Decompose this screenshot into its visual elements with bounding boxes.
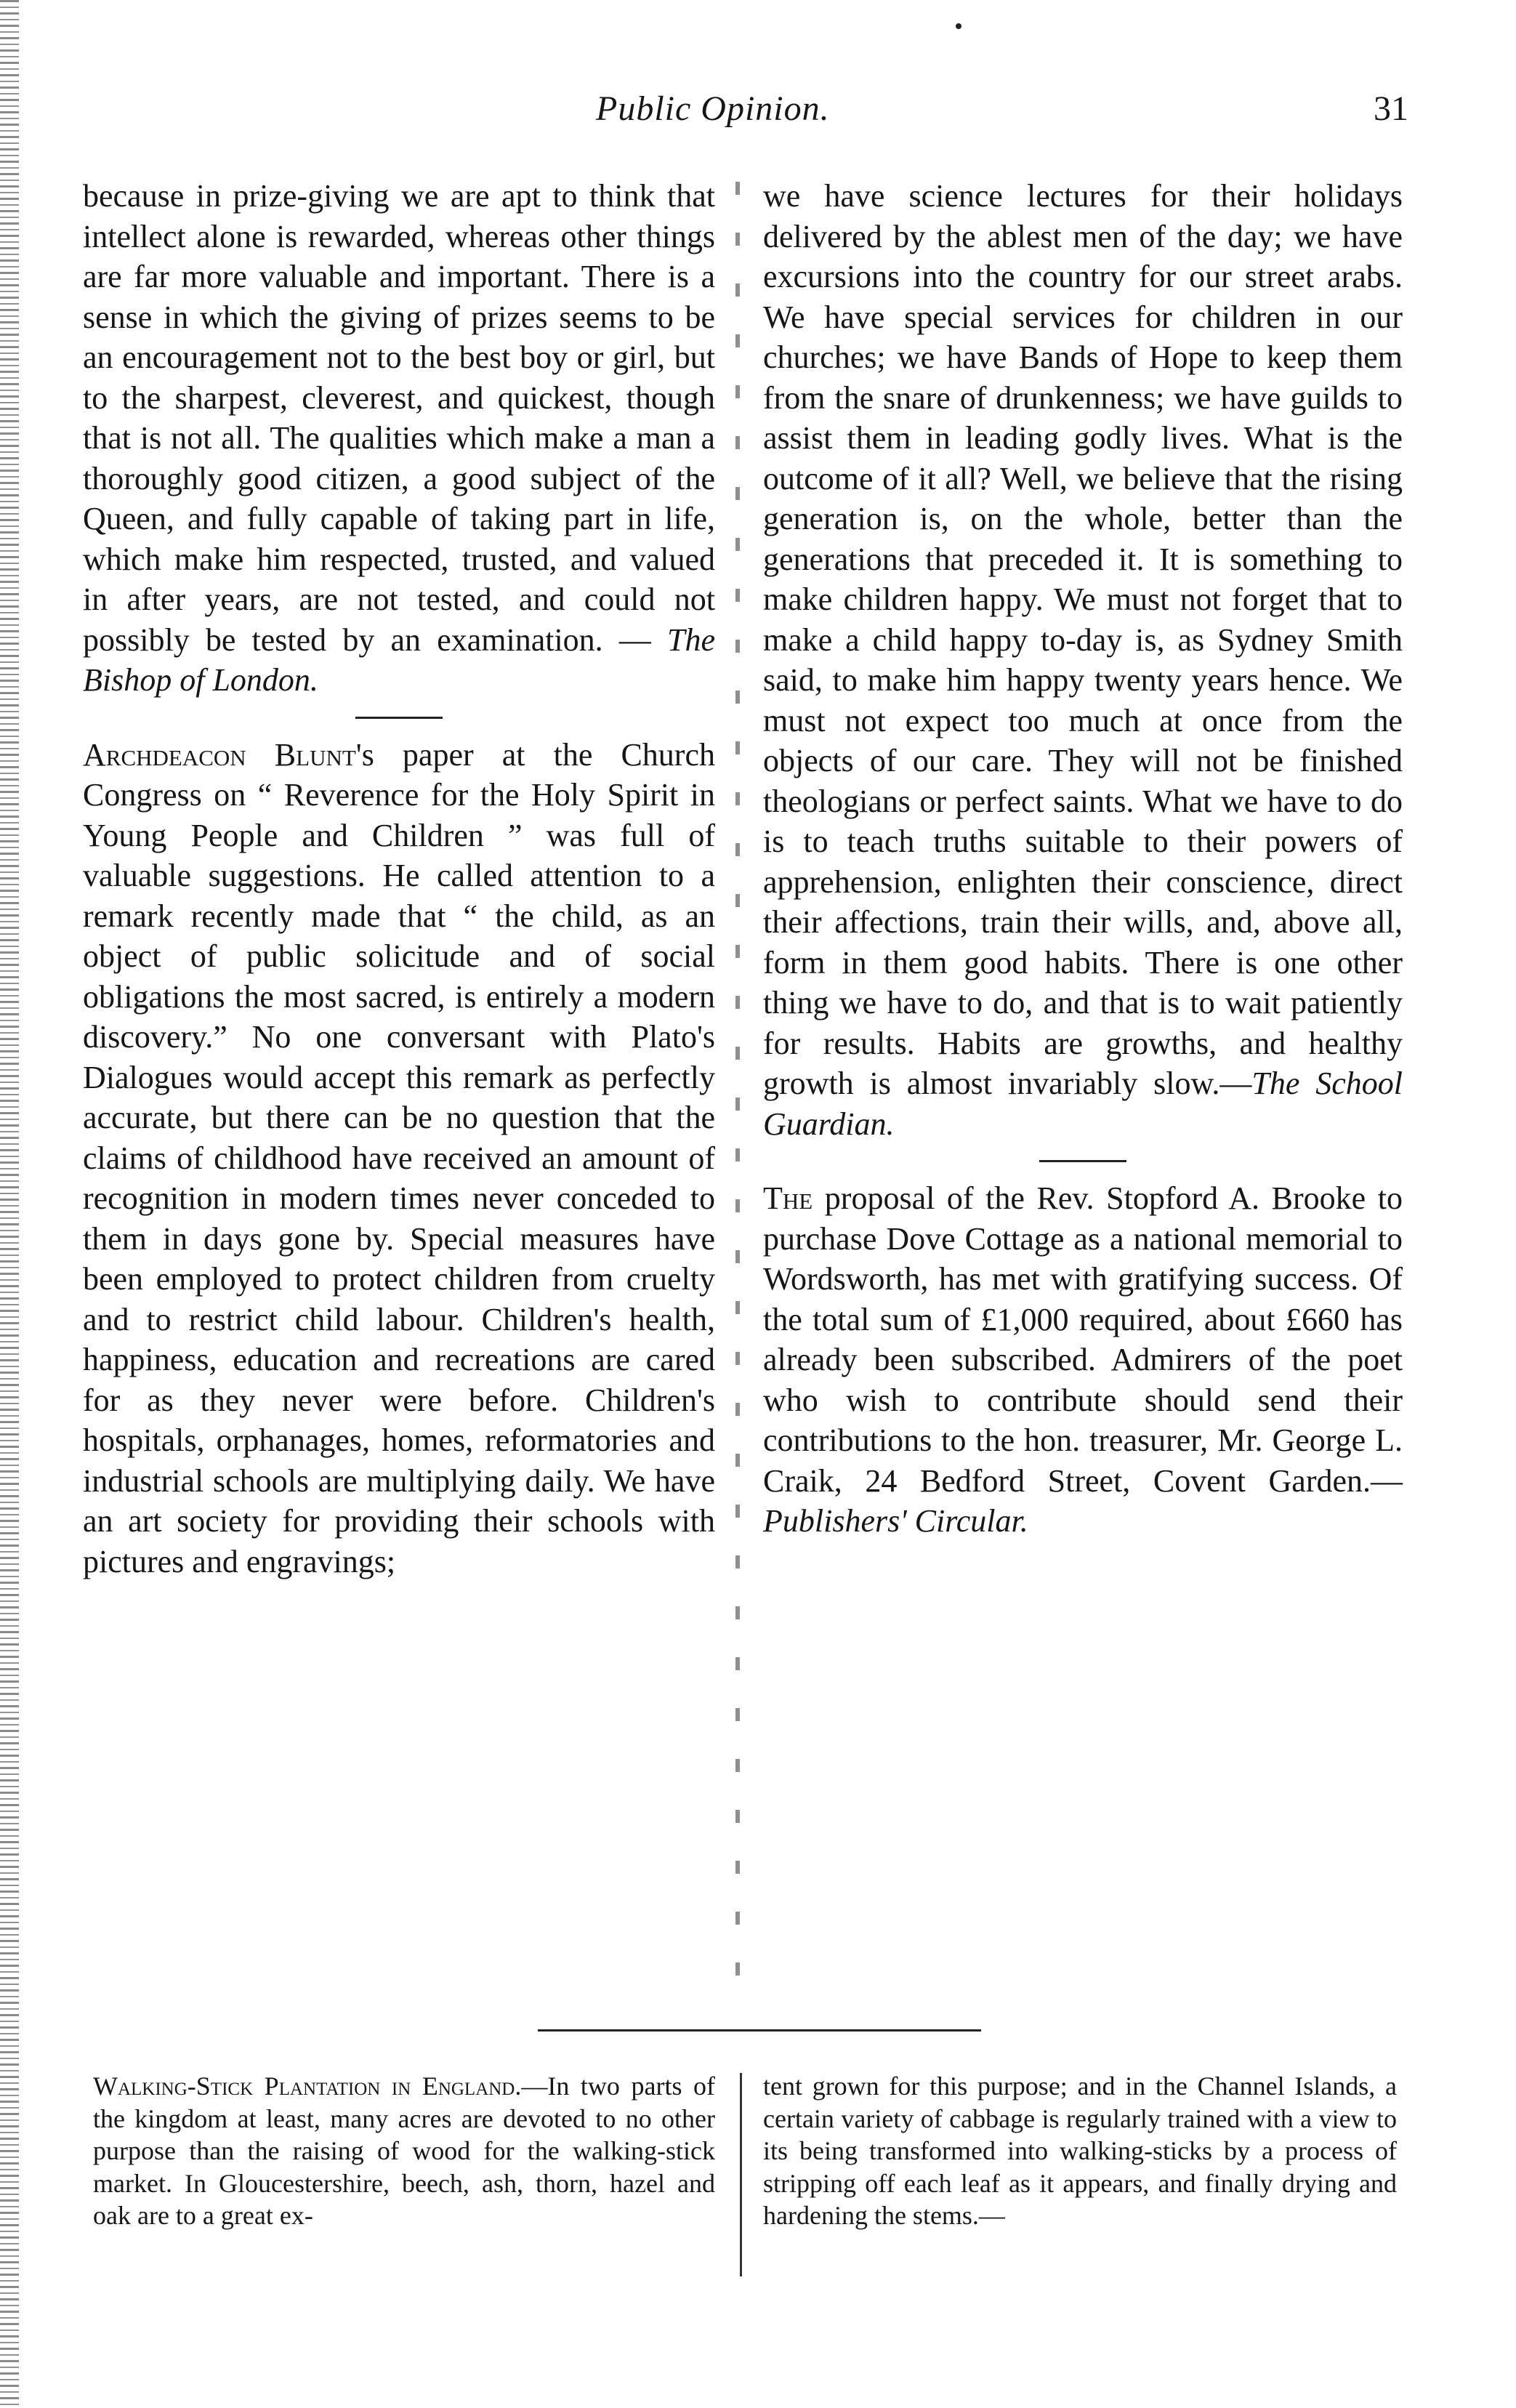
column-gutter bbox=[735, 182, 740, 1977]
walking-stick-heading: Walking-Stick Plantation in England. bbox=[93, 2071, 522, 2101]
archdeacon-paragraph bbox=[83, 735, 715, 1582]
walking-stick-left-text: —In two parts of the kingdom at least, many acres are devoted to no other purpose than the raising of wood for the walking-stick market. In Gloucestershire, beech, ash, thorn, hazel and oak are to a great ex- bbox=[93, 2071, 715, 2230]
archdeacon-lead: Archdeacon Blunt bbox=[83, 736, 356, 773]
footer-column-rule bbox=[740, 2073, 742, 2276]
running-title: Public Opinion. bbox=[596, 89, 830, 128]
bishop-paragraph-text: because in prize-giving we are apt to think that intellect alone is rewarded, whereas other things are far more valuable and important. There is a sense in which the giving of prizes seems to be an encouragement not to the best boy or girl, but to the sharpest, cleverest, and quickest, though that is not all. The qualities which make a man a thoroughly good citizen, a good subject of the Queen, and fully capable of taking part in life, which make him respected, trusted, and valued in after years, are not tested, and could not possibly be tested by an examination. — bbox=[83, 178, 715, 658]
publishers-circular-source: Publishers' Circular. bbox=[763, 1503, 1028, 1539]
running-head bbox=[0, 87, 1516, 131]
article-divider bbox=[538, 2029, 981, 2032]
archdeacon-continuation-text: we have science lectures for their holidays delivered by the ablest men of the day; we have excursions into the country for our street arabs. We have special services for children in our churches; we have Bands of Hope to keep them from the snare of drunkenness; we have guilds to assist them in leading godly lives. What is the outcome of it all? Well, we believe that the rising generation is, on the whole, better than the generations that preceded it. It is something to make children happy. We must not forget that to make a child happy to-day is, as Sydney Smith said, to make him happy twenty years hence. We must not expect too much at once from the objects of our care. They will not be finished theologians or perfect saints. What we have to do is to teach truths suitable to their powers of apprehension, enlighten their conscience, direct their affections, train their wills, and, above all, form in them good habits. There is one other thing we have to do, and that is to wait patiently for results. Habits are growths, and healthy growth is almost invariably slow.— bbox=[763, 178, 1403, 1101]
bishop-source: The Bishop of London. bbox=[83, 621, 715, 698]
page-binding-edge bbox=[0, 0, 19, 2408]
dove-cottage-paragraph bbox=[763, 1178, 1403, 1542]
archdeacon-text: 's paper at the Church Congress on “ Reverence for the Holy Spirit in Young People and Children ” was full of valuable suggestions. He called attention to a remark recently made that “ the child, as an object of public solicitude and of social obligations the most sacred, is entirely a modern discovery.” No one conversant with Plato's Dialogues would accept this remark as perfectly accurate, but there can be no question that the claims of childhood have received an amount of recognition in modern times never conceded to them in days gone by. Special measures have been employed to protect children from cruelty and to restrict child labour. Children's health, happiness, education and recreations are cared for as they never were before. Children's hospitals, orphanages, homes, reformatories and industrial schools are multiplying daily. We have an art society for providing their schools with pictures and engravings; bbox=[83, 736, 715, 1579]
archdeacon-continuation bbox=[763, 176, 1403, 1144]
page-number: 31 bbox=[1374, 89, 1408, 128]
left-column bbox=[83, 176, 715, 1582]
school-guardian-source: The School Guardian. bbox=[763, 1066, 1403, 1142]
bishop-paragraph bbox=[83, 176, 715, 701]
dove-cottage-lead: The bbox=[763, 1180, 813, 1216]
walking-stick-right bbox=[763, 2070, 1397, 2232]
walking-stick-left bbox=[93, 2070, 715, 2232]
dove-cottage-text: proposal of the Rev. Stopford A. Brooke to purchase Dove Cottage as a national memorial to Wordsworth, has met with gratifying success. Of the total sum of £1,000 required, about £660 has already been subscribed. Admirers of the poet who wish to contribute should send their contributions to the hon. treasurer, Mr. George L. Craik, 24 Bedford Street, Covent Garden.— bbox=[763, 1180, 1403, 1499]
walking-stick-continuation: tent grown for this purpose; and in the Channel Islands, a certain variety of cabbage is regularly trained with a view to its being transformed into walking-sticks by a process of stripping off each leaf as it appears, and finally drying and hardening the stems.— bbox=[763, 2071, 1397, 2230]
right-column bbox=[763, 176, 1403, 1542]
section-rule bbox=[355, 717, 443, 719]
section-rule bbox=[1039, 1160, 1126, 1162]
ink-speck bbox=[956, 23, 961, 29]
walking-stick-paragraph bbox=[93, 2070, 715, 2232]
